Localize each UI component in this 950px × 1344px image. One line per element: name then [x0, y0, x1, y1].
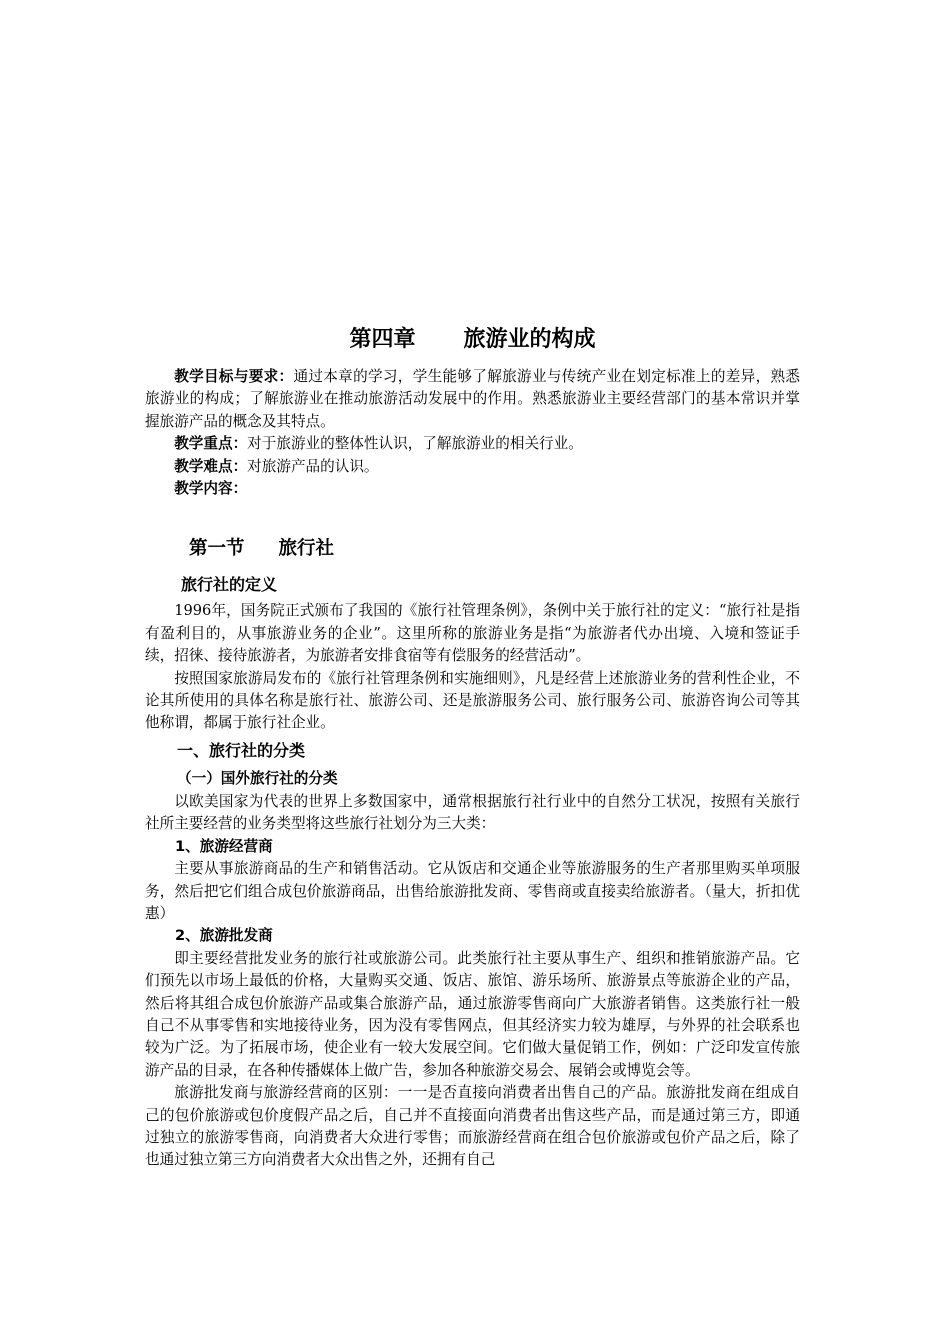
operator-heading: 1、旅游经营商 — [175, 837, 273, 855]
objectives-text: 通过本章的学习，学生能够了解旅游业与传统产业在划定标准上的差异，熟悉旅游业的构成；了解旅游业在推动旅游活动发展中的作用。熟悉旅游业主要经营部门的基本常识并掌握旅游产品的概念及其特点。 — [145, 368, 800, 430]
definition-heading: 旅行社的定义 — [181, 575, 278, 595]
chapter-number: 第四章 — [349, 327, 416, 352]
classification-heading: 一、旅行社的分类 — [177, 740, 306, 760]
key-points-paragraph — [145, 433, 800, 455]
wholesaler-heading: 2、旅游批发商 — [175, 927, 273, 945]
section-title — [189, 534, 800, 564]
chapter-title — [145, 322, 800, 358]
foreign-intro-paragraph: 以欧美国家为代表的世界上多数国家中，通常根据旅行社行业中的自然分工状况，按照有关旅行社所主要经营的业务类型将这些旅行社划分为三大类： — [145, 792, 800, 833]
difficulties-text: 对旅游产品的认识。 — [247, 457, 379, 475]
objectives-paragraph — [145, 366, 800, 433]
section-name: 旅行社 — [278, 538, 335, 560]
document-body — [145, 322, 800, 1172]
wholesaler-paragraph: 即主要经营批发业务的旅行社或旅游公司。此类旅行社主要从事生产、组织和推销旅游产品。它们预先以市场上最低的价格，大量购买交通、饭店、旅馆、游乐场所、旅游景点等旅游企业的产品，然后将其组合成包价旅游产品或集合旅游产品，通过旅游零售商向广大旅游者销售。这类旅行社一般自己不从事零售和实地接待业务，因为没有零售网点，但其经济实力较为雄厚，与外界的社会联系也较为广泛。为了拓展市场，使企业有一较大发展空间。它们做大量促销工作，例如：广泛印发宣传旅游产品的目录，在各种传播媒体上做广告，参加各种旅游交易会、展销会或博览会等。 — [145, 949, 800, 1079]
difference-paragraph: 旅游批发商与旅游经营商的区别：一一是否直接向消费者出售自己的产品。旅游批发商在组成自己的包价旅游或包价度假产品之后，自己并不直接面向消费者出售这些产品，而是通过第三方，即通过独立的旅游零售商，向消费者大众进行零售；而旅游经营商在组合包价旅游或包价产品之后，除了也通过独立第三方向消费者大众出售之外，还拥有自己 — [145, 1084, 800, 1169]
definition-paragraph: 按照国家旅游局发布的《旅行社管理条例和实施细则》，凡是经营上述旅游业务的营利性企业，不论其所使用的具体名称是旅行社、旅游公司、还是旅游服务公司、旅行服务公司、旅游咨询公司等其他称谓，都属于旅行社企业。 — [145, 669, 800, 732]
difficulties-paragraph — [145, 456, 800, 478]
key-points-label: 教学重点： — [174, 435, 248, 453]
objectives-label: 教学目标与要求： — [174, 368, 294, 385]
foreign-classification-heading: （一）国外旅行社的分类 — [177, 769, 338, 787]
content-paragraph — [145, 478, 800, 500]
section-number: 第一节 — [189, 538, 245, 560]
difficulties-label: 教学难点： — [174, 457, 248, 475]
key-points-text: 对于旅游业的整体性认识，了解旅游业的相关行业。 — [247, 435, 583, 453]
content-label: 教学内容： — [174, 480, 248, 498]
chapter-name: 旅游业的构成 — [463, 327, 596, 352]
definition-paragraph: 1996年，国务院正式颁布了我国的《旅行社管理条例》，条例中关于旅行社的定义：“旅行社是指有盈利目的，从事旅游业务的企业”。这里所称的旅游业务是指“为旅游者代办出境、入境和签证手续，招徕、接待旅游者，为旅游者安排食宿等有偿服务的经营活动”。 — [145, 602, 800, 665]
operator-paragraph: 主要从事旅游商品的生产和销售活动。它从饭店和交通企业等旅游服务的生产者那里购买单项服务，然后把它们组合成包价旅游商品，出售给旅游批发商、零售商或直接卖给旅游者。（量大，折扣优惠） — [145, 860, 800, 922]
